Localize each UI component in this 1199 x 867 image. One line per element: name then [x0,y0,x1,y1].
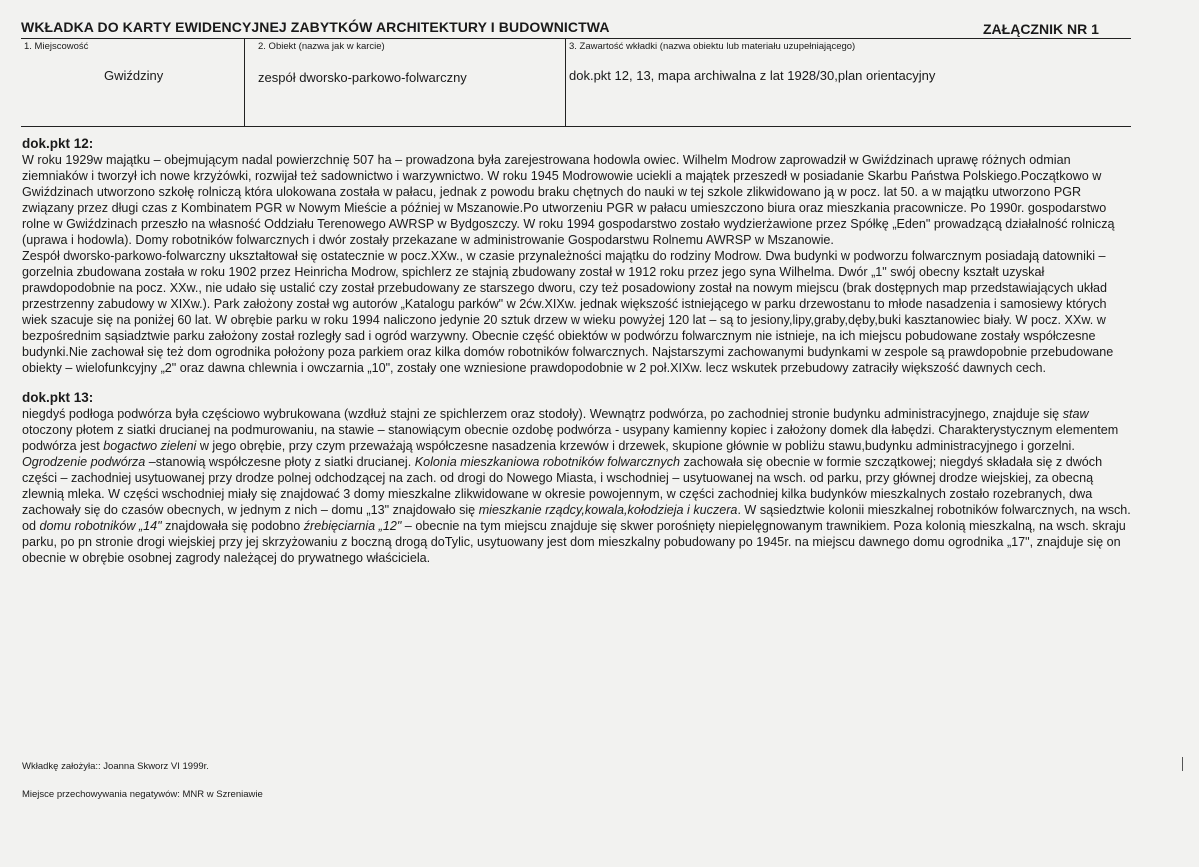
field-divider-2 [565,38,566,126]
field-label-object: 2. Obiekt (nazwa jak w karcie) [258,41,385,52]
emphasis-ogrodzenie: Ogrodzenie podwórza [22,455,146,469]
emphasis-staw: staw [1062,407,1089,421]
field-label-contents: 3. Zawartość wkładki (nazwa obiektu lub materiału uzupełniającego) [569,41,856,52]
text-run: . W sąsiedztwie kolonii mieszkalnej robotników folwarcznych, na wsch. od [22,503,1131,533]
text-run: –stanowią współczesne płoty z siatki drucianej. [145,455,415,469]
header-rule-bottom [21,126,1131,127]
section-title-12: dok.pkt 12: [22,136,94,151]
field-label-locality: 1. Miejscowość [24,41,89,52]
section-13-paragraph [22,406,1132,566]
text-run: otoczony płotem z siatki drucianej na podmurowaniu, na stawie – stanowiącym obecnie ozdobę podwórza - usypany kamienny kopiec i założony domek dla łabędzi. Charakterystycznym elementem podwórza jest [22,423,1119,453]
text-run: zachowała się obecnie w formie szczątkowej; niegdyś składała się z dwóch części – zachodniej usytuowanej przy drodze polnej odchodzącej na zach. od drogi do Nowego Miasta, i wschodniej – usytuowanej na wsch. od parku, przy głównej drodze wiejskiej, za obecną zlewnią mleka. W części wschodniej miały się znajdować 3 domy mieszkalne zlikwidowane w okresie powojennym, w części zachodniej kilka budynków mieszkalnych zostało rozebranych, dwa zachowały się do czasów obecnych, w jednym z nich – domu „13" znajdowało się [22,455,1103,517]
emphasis-dom-14: domu robotników „14" [39,519,162,533]
annex-number: ZAŁĄCZNIK NR 1 [983,21,1099,37]
section-title-13: dok.pkt 13: [22,390,94,405]
field-value-locality: Gwiździny [104,68,164,83]
text-run: znajdowała się podobno [161,519,304,533]
header-rule-top [21,38,1131,39]
emphasis-zrebieciarnia: źrebięciarnia „12" [303,519,402,533]
emphasis-mieszkanie: mieszkanie rządcy,kowala,kołodzieja i kuczera [478,503,738,517]
field-value-contents: dok.pkt 12, 13, mapa archiwalna z lat 1928/30,plan orientacyjny [569,68,936,83]
emphasis-bogactwo-zieleni: bogactwo zieleni [103,439,197,453]
document-title: WKŁADKA DO KARTY EWIDENCYJNEJ ZABYTKÓW ARCHITEKTURY I BUDOWNICTWA [21,19,610,35]
emphasis-kolonia: Kolonia mieszkaniowa robotników folwarcznych [414,455,681,469]
document-body [22,136,1132,566]
section-12-paragraph-1: W roku 1929w majątku – obejmującym nadal powierzchnię 507 ha – prowadzona była zarejestrowana hodowla owiec. Wilhelm Modrow zaprowadził w Gwiździnach uprawę różnych odmian ziemniaków i tworzył ich nowe krzyżówki, rozwijał też sadownictwo i warzywnictwo. W roku 1945 Modrowowie uciekli a majątek przeszedł w posiadanie Skarbu Państwa Polskiego.Początkowo w Gwiździnach utworzono szkołę rolniczą która ulokowana została w pałacu, jednak z powodu braku chętnych do nauki w tej szkole zlikwidowano ją w pocz. lat 50. a w majątku utworzono PGR związany przez długi czas z Kombinatem PGR w Nowym Mieście a później w Mszanowie.Po utworzeniu PGR w pałacu umieszczono biura oraz mieszkania pracownicze. Po 1990r. gospodarstwo rolne w Gwiździnach przeszło na własność Oddziału Terenowego AWRSP w Bydgoszczy. W roku 1994 gospodarstwo zostało wydzierżawione przez Spółkę „Eden" prowadzącą działalność rolniczą (uprawa i hodowla). Domy robotników folwarcznych i dwór zostały przekazane w administrowanie Gospodarstwu Rolnemu AWRSP w Mszanowie. [22,153,1115,247]
edge-mark [1182,757,1183,771]
text-run: – obecnie na tym miejscu znajduje się skwer porośnięty niepielęgnowanym trawnikiem. Poza kolonią mieszkalną, na wsch. skraju parku, po pn stronie drogi wiejskiej przy jej skrzyżowaniu z boczną drogą doTylic, usytuowany jest dom mieszkalny pobudowany po 1945r. na miejscu dawnego domu ogrodnika „17", znajduje się on obecnie w obrębie osobnej zagrody należącej do prywatnego właściciela. [22,519,1126,565]
text-run: w jego obrębie, przy czym przeważają współczesne nasadzenia krzewów i drzewek, skupione głównie w pobliżu stawu,budynku administracyjnego i gorzelni. [196,439,1075,453]
footer-storage: Miejsce przechowywania negatywów: MNR w Szreniawie [22,789,263,800]
footer-author: Wkładkę założyła:: Joanna Skworz VI 1999r. [22,761,209,772]
section-12-paragraph-2: Zespół dworsko-parkowo-folwarczny ukształtował się ostatecznie w pocz.XXw., w czasie przynależności majątku do rodziny Modrow. Dwa budynki w podworzu folwarcznym posiadają datowniki – gorzelnia zbudowana została w roku 1902 przez Heinricha Modrow, spichlerz ze stajnią zbudowany został w 1912 roku przez jego syna Wilhelma. Dwór „1" swój obecny kształt uzyskał prawdopodobnie na pocz. XXw., nie udało się ustalić czy został przebudowany ze starszego dworu, czy też posadowiony został na nowym miejscu (brak dostępnych map przedstawiających układ przestrzenny zabudowy w XIXw.). Park założony został wg autorów „Katalogu parków" w 2ćw.XIXw. jednak większość istniejącego w parku drzewostanu to młode nasadzenia i samosiewy których wiek szacuje się na poniżej 60 lat. W obrębie parku w roku 1994 naliczono jedynie 20 sztuk drzew w wieku powyżej 120 lat – są to jesiony,lipy,graby,dęby,buki kasztanowiec biały. W pocz. XXw. w bezpośrednim sąsiadztwie parku założony został rozległy sad i ogród warzywny. Obecnie część obiektów w podwórzu folwarcznym nie istnieje, na ich miejscu pobudowane zostały współczesne budynki.Nie zachował się też dom ogrodnika położony poza parkiem oraz kilka domów robotników folwarcznych. Najstarszymi zachowanymi budynkami w zespole są prawdopobnie przebudowane obiekty – wielofunkcyjny „2" oraz dawna chlewnia i owczarnia „10", zostały one wzniesione prawdopodobnie w 2 poł.XIXw. lecz wskutek przebudowy zatraciły większość dawnych cech. [22,249,1114,375]
field-value-object: zespół dworsko-parkowo-folwarczny [258,70,467,85]
field-divider-1 [244,38,245,126]
text-run: niegdyś podłoga podwórza była częściowo wybrukowana (wzdłuż stajni ze spichlerzem oraz stodoły). Wewnątrz podwórza, po zachodniej stronie budynku administracyjnego, znajduje się [22,407,1063,421]
